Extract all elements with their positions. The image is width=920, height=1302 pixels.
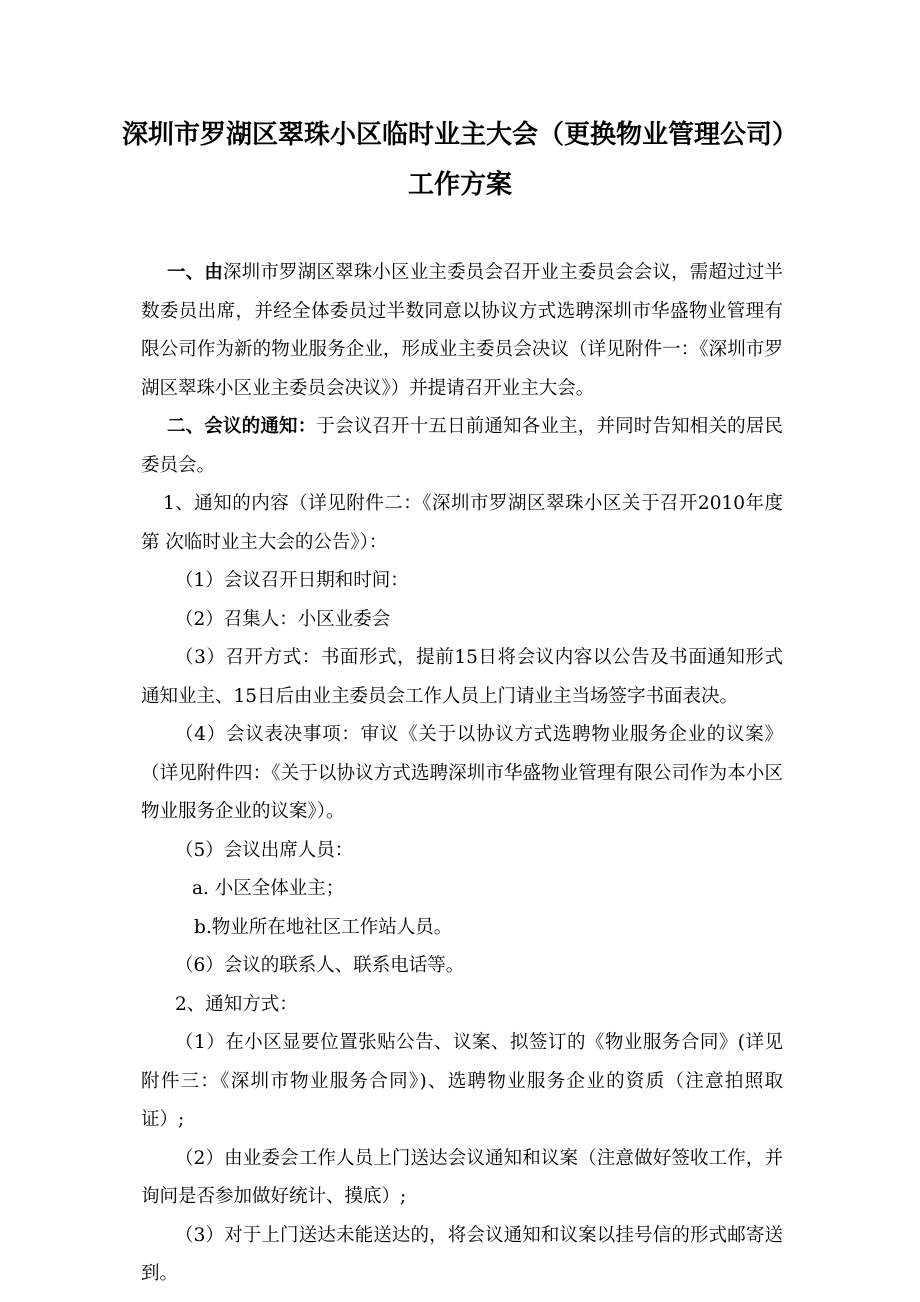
attendee-a: a. 小区全体业主； xyxy=(192,878,345,899)
document-title-line1: 深圳市罗湖区翠珠小区临时业主大会（更换物业管理公司） xyxy=(121,120,798,150)
method-1: （1）在小区显要位置张贴公告、议案、拟签订的《物业服务合同》(详见附件三：《深圳市物业服务合同》)、选聘物业服务企业的资质（注意拍照取证）; xyxy=(141,1032,783,1130)
notice-content-paragraph: 1、通知的内容（详见附件二：《深圳市罗湖区翠珠小区关于召开2010年度第 次临时业主大会的公告》）： xyxy=(141,493,783,553)
section-1-paragraph xyxy=(141,254,783,408)
document-body xyxy=(141,254,783,1294)
method-2: （2）由业委会工作人员上门送达会议通知和议案（注意做好签收工作，并询问是否参加做好统计、摸底）; xyxy=(141,1147,783,1207)
section-2-text: 于会议召开十五日前通知各业主，并同时告知相关的居民委员会。 xyxy=(141,416,783,476)
item-5: （5）会议出席人员： xyxy=(175,839,354,861)
item-6: （6）会议的联系人、联系电话等。 xyxy=(175,955,465,976)
notice-method-heading: 2、通知方式： xyxy=(175,993,298,1015)
section-2-paragraph xyxy=(141,408,783,485)
item-2: （2）召集人：小区业委会 xyxy=(175,608,391,630)
item-1: （1）会议召开日期和时间： xyxy=(175,570,409,591)
item-4: （4）会议表决事项：审议《关于以协议方式选聘物业服务企业的议案》（详见附件四：《关于以协议方式选聘深圳市华盛物业管理有限公司作为本小区物业服务企业的议案》）。 xyxy=(141,724,783,822)
item-3: （3）召开方式：书面形式，提前15日将会议内容以公告及书面通知形式通知业主、15日后由业主委员会工作人员上门请业主当场签字书面表决。 xyxy=(141,647,783,707)
section-1-text: 深圳市罗湖区翠珠小区业主委员会召开业主委员会会议，需超过过半数委员出席，并经全体委员过半数同意以协议方式选聘深圳市华盛物业管理有限公司作为新的物业服务企业，形成业主委员会决议（详见附件一：《深圳市罗湖区翠珠小区业主委员会决议》）并提请召开业主大会。 xyxy=(141,262,783,399)
attendee-b: b.物业所在地社区工作站人员。 xyxy=(194,916,453,938)
section-1-label: 一、由 xyxy=(167,262,224,283)
section-2-label: 二、会议的通知： xyxy=(167,416,317,437)
method-3: （3）对于上门送达未能送达的，将会议通知和议案以挂号信的形式邮寄送到。 xyxy=(141,1224,783,1284)
document-title-line2: 工作方案 xyxy=(407,170,512,200)
